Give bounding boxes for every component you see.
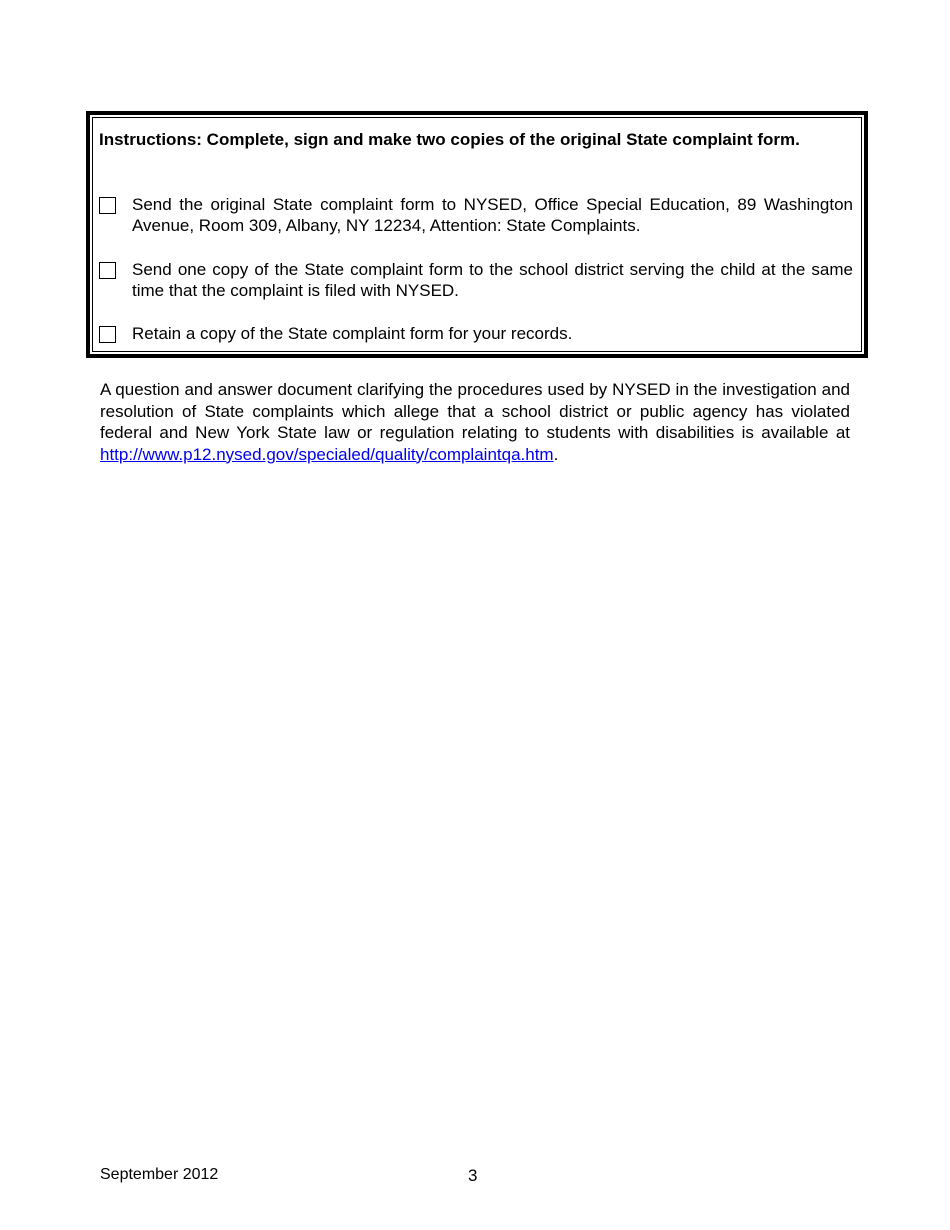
qa-paragraph-end: .: [553, 444, 559, 464]
complaint-qa-link[interactable]: http://www.p12.nysed.gov/specialed/quality/complaintqa.htm: [100, 444, 554, 464]
page-number: 3: [468, 1166, 478, 1185]
qa-document-paragraph: [100, 379, 850, 465]
footer-date: September 2012: [100, 1166, 219, 1183]
qa-paragraph-text: A question and answer document clarifying the procedures used by NYSED in the investigation and resolution of State complaints which allege that a school district or public agency has violated federal and New York State law or regulation relating to students with disabilities is available at: [100, 380, 850, 442]
step-1-text: Send the original State complaint form to NYSED, Office Special Education, 89 Washington Avenue, Room 309, Albany, NY 12234, Attention: State Complaints.: [132, 195, 853, 235]
step-3-text: Retain a copy of the State complaint form for your records.: [132, 324, 573, 343]
step-2-checkbox[interactable]: [99, 262, 116, 279]
instructions-heading: Instructions: Complete, sign and make two copies of the original State complaint form.: [99, 130, 800, 149]
step-3-checkbox[interactable]: [99, 326, 116, 343]
step-1-checkbox[interactable]: [99, 197, 116, 214]
step-2-text: Send one copy of the State complaint form to the school district serving the child at the same time that the complaint is filed with NYSED.: [132, 260, 853, 300]
instructions-inner-frame: [92, 117, 862, 352]
instructions-box: [86, 111, 868, 358]
